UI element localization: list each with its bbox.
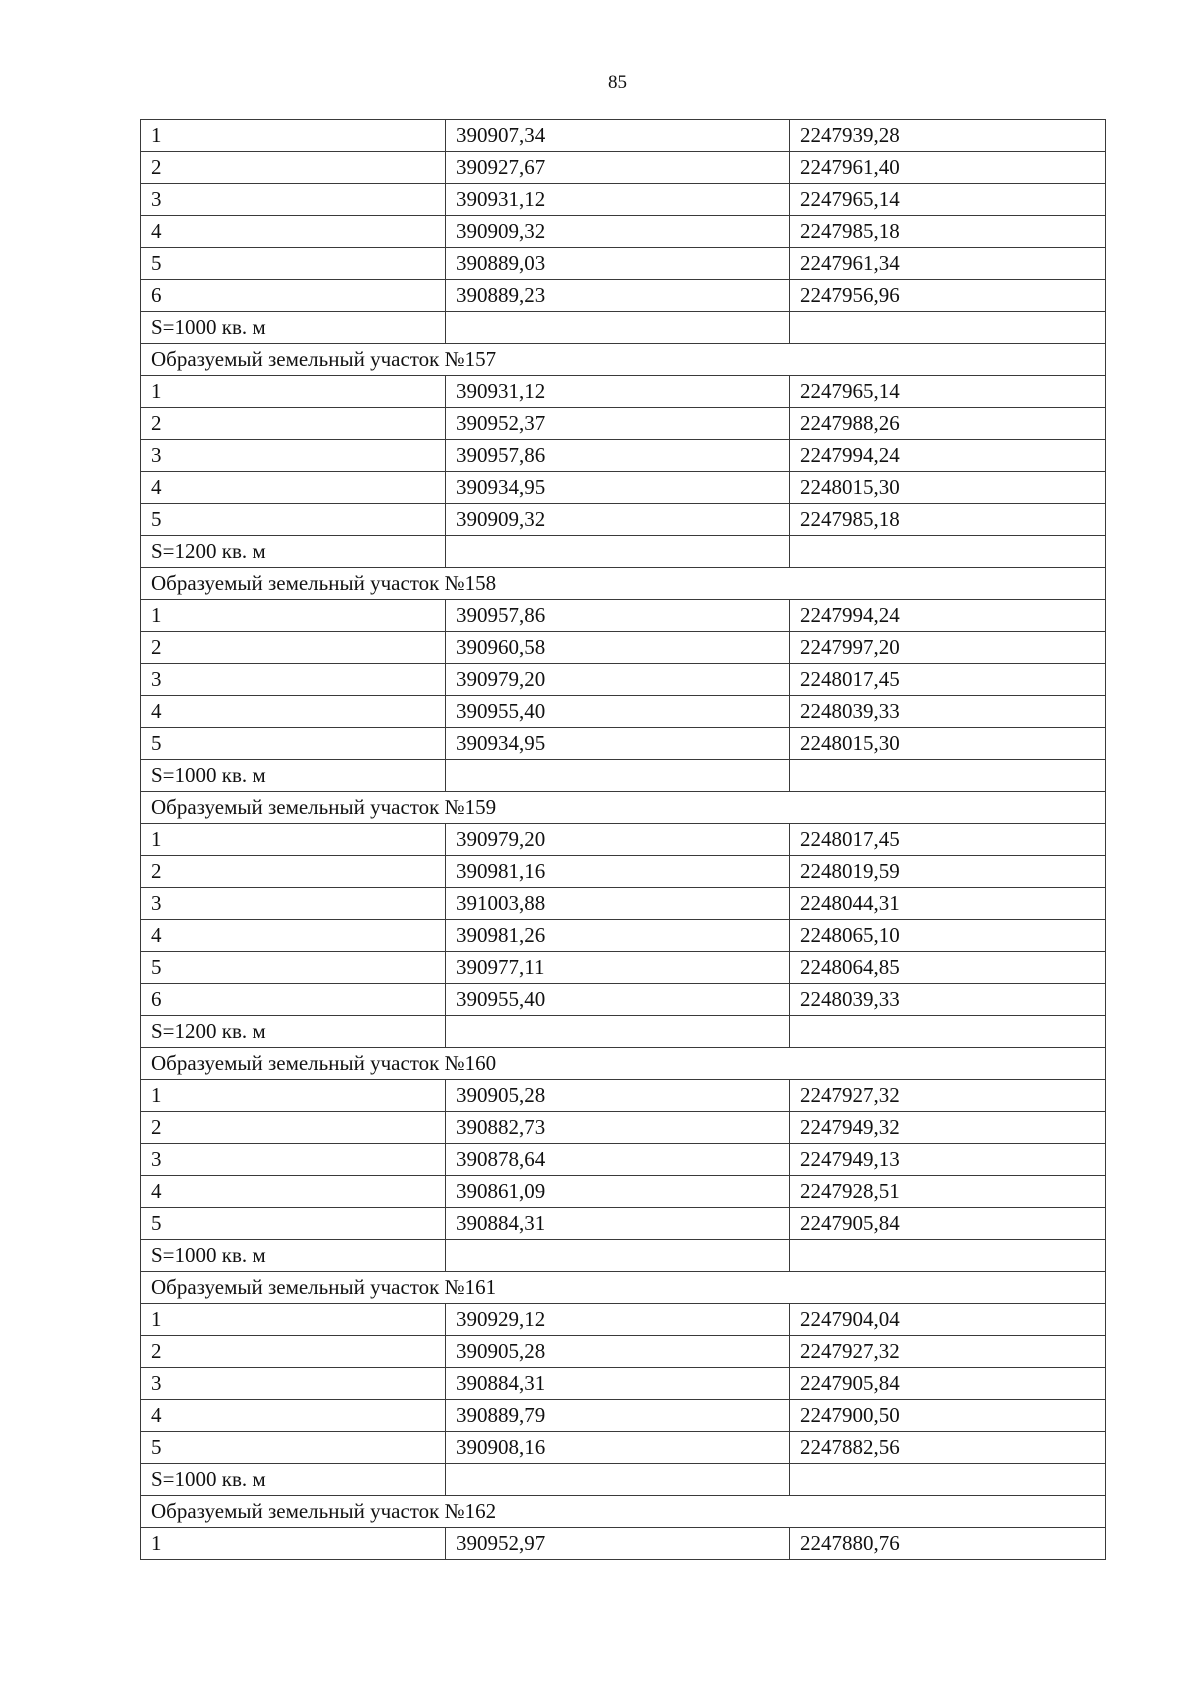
y-coordinate-cell: 2248017,45: [790, 824, 1106, 856]
y-coordinate-cell: 2248015,30: [790, 472, 1106, 504]
point-number-cell: 3: [141, 184, 446, 216]
empty-cell: [446, 760, 790, 792]
point-number-cell: 2: [141, 152, 446, 184]
x-coordinate-cell: 390960,58: [446, 632, 790, 664]
point-number-cell: 1: [141, 1304, 446, 1336]
point-number-cell: 5: [141, 504, 446, 536]
y-coordinate-cell: 2248039,33: [790, 984, 1106, 1016]
x-coordinate-cell: 390952,97: [446, 1528, 790, 1560]
y-coordinate-cell: 2247988,26: [790, 408, 1106, 440]
table-row: [141, 728, 1106, 760]
empty-cell: [790, 1240, 1106, 1272]
area-row: [141, 1016, 1106, 1048]
x-coordinate-cell: 390861,09: [446, 1176, 790, 1208]
x-coordinate-cell: 390934,95: [446, 728, 790, 760]
table-row: [141, 952, 1106, 984]
point-number-cell: 4: [141, 472, 446, 504]
plot-header-cell: Образуемый земельный участок №160: [141, 1048, 1106, 1080]
plot-header-row: [141, 1272, 1106, 1304]
table-row: [141, 920, 1106, 952]
plot-header-cell: Образуемый земельный участок №158: [141, 568, 1106, 600]
x-coordinate-cell: 390955,40: [446, 696, 790, 728]
point-number-cell: 5: [141, 1432, 446, 1464]
x-coordinate-cell: 390908,16: [446, 1432, 790, 1464]
area-row: [141, 536, 1106, 568]
x-coordinate-cell: 390979,20: [446, 664, 790, 696]
empty-cell: [790, 536, 1106, 568]
area-cell: S=1200 кв. м: [141, 1016, 446, 1048]
y-coordinate-cell: 2248039,33: [790, 696, 1106, 728]
point-number-cell: 5: [141, 1208, 446, 1240]
x-coordinate-cell: 390981,26: [446, 920, 790, 952]
table-row: [141, 632, 1106, 664]
x-coordinate-cell: 390934,95: [446, 472, 790, 504]
y-coordinate-cell: 2247965,14: [790, 184, 1106, 216]
table-row: [141, 120, 1106, 152]
table-row: [141, 1080, 1106, 1112]
point-number-cell: 4: [141, 696, 446, 728]
plot-header-cell: Образуемый земельный участок №157: [141, 344, 1106, 376]
point-number-cell: 2: [141, 408, 446, 440]
point-number-cell: 3: [141, 888, 446, 920]
area-cell: S=1000 кв. м: [141, 312, 446, 344]
y-coordinate-cell: 2248044,31: [790, 888, 1106, 920]
empty-cell: [790, 1016, 1106, 1048]
table-row: [141, 1432, 1106, 1464]
point-number-cell: 5: [141, 728, 446, 760]
table-row: [141, 1176, 1106, 1208]
y-coordinate-cell: 2247905,84: [790, 1368, 1106, 1400]
point-number-cell: 2: [141, 856, 446, 888]
y-coordinate-cell: 2247994,24: [790, 600, 1106, 632]
y-coordinate-cell: 2247949,32: [790, 1112, 1106, 1144]
y-coordinate-cell: 2247904,04: [790, 1304, 1106, 1336]
point-number-cell: 6: [141, 280, 446, 312]
area-cell: S=1000 кв. м: [141, 760, 446, 792]
empty-cell: [446, 1240, 790, 1272]
point-number-cell: 1: [141, 1080, 446, 1112]
point-number-cell: 6: [141, 984, 446, 1016]
table-row: [141, 280, 1106, 312]
x-coordinate-cell: 390952,37: [446, 408, 790, 440]
area-row: [141, 760, 1106, 792]
point-number-cell: 4: [141, 1176, 446, 1208]
y-coordinate-cell: 2247961,40: [790, 152, 1106, 184]
y-coordinate-cell: 2247939,28: [790, 120, 1106, 152]
y-coordinate-cell: 2247961,34: [790, 248, 1106, 280]
y-coordinate-cell: 2247949,13: [790, 1144, 1106, 1176]
area-row: [141, 1240, 1106, 1272]
point-number-cell: 4: [141, 920, 446, 952]
point-number-cell: 1: [141, 600, 446, 632]
table-row: [141, 152, 1106, 184]
area-row: [141, 312, 1106, 344]
point-number-cell: 4: [141, 1400, 446, 1432]
x-coordinate-cell: 390909,32: [446, 504, 790, 536]
y-coordinate-cell: 2247927,32: [790, 1336, 1106, 1368]
area-cell: S=1200 кв. м: [141, 536, 446, 568]
point-number-cell: 3: [141, 1144, 446, 1176]
area-cell: S=1000 кв. м: [141, 1240, 446, 1272]
x-coordinate-cell: 390931,12: [446, 376, 790, 408]
table-row: [141, 696, 1106, 728]
y-coordinate-cell: 2247997,20: [790, 632, 1106, 664]
y-coordinate-cell: 2247900,50: [790, 1400, 1106, 1432]
table-row: [141, 1112, 1106, 1144]
table-row: [141, 824, 1106, 856]
table-row: [141, 440, 1106, 472]
plot-header-row: [141, 1496, 1106, 1528]
empty-cell: [446, 312, 790, 344]
point-number-cell: 1: [141, 824, 446, 856]
x-coordinate-cell: 390889,23: [446, 280, 790, 312]
table-row: [141, 1336, 1106, 1368]
plot-header-row: [141, 1048, 1106, 1080]
x-coordinate-cell: 390931,12: [446, 184, 790, 216]
table-row: [141, 216, 1106, 248]
empty-cell: [446, 536, 790, 568]
plot-header-cell: Образуемый земельный участок №161: [141, 1272, 1106, 1304]
x-coordinate-cell: 390907,34: [446, 120, 790, 152]
x-coordinate-cell: 390979,20: [446, 824, 790, 856]
x-coordinate-cell: 390889,79: [446, 1400, 790, 1432]
point-number-cell: 5: [141, 248, 446, 280]
y-coordinate-cell: 2247928,51: [790, 1176, 1106, 1208]
point-number-cell: 2: [141, 1336, 446, 1368]
table-row: [141, 408, 1106, 440]
plot-header-row: [141, 792, 1106, 824]
plot-header-row: [141, 344, 1106, 376]
x-coordinate-cell: 390884,31: [446, 1368, 790, 1400]
empty-cell: [790, 760, 1106, 792]
x-coordinate-cell: 390955,40: [446, 984, 790, 1016]
table-row: [141, 472, 1106, 504]
table-row: [141, 1144, 1106, 1176]
table-row: [141, 1368, 1106, 1400]
y-coordinate-cell: 2247965,14: [790, 376, 1106, 408]
point-number-cell: 2: [141, 632, 446, 664]
y-coordinate-cell: 2247905,84: [790, 1208, 1106, 1240]
x-coordinate-cell: 390977,11: [446, 952, 790, 984]
plot-header-cell: Образуемый земельный участок №162: [141, 1496, 1106, 1528]
area-row: [141, 1464, 1106, 1496]
y-coordinate-cell: 2247985,18: [790, 504, 1106, 536]
x-coordinate-cell: 390909,32: [446, 216, 790, 248]
x-coordinate-cell: 390981,16: [446, 856, 790, 888]
y-coordinate-cell: 2247880,76: [790, 1528, 1106, 1560]
empty-cell: [446, 1016, 790, 1048]
x-coordinate-cell: 390929,12: [446, 1304, 790, 1336]
table-row: [141, 856, 1106, 888]
table-row: [141, 1208, 1106, 1240]
y-coordinate-cell: 2247985,18: [790, 216, 1106, 248]
table-row: [141, 984, 1106, 1016]
x-coordinate-cell: 390882,73: [446, 1112, 790, 1144]
point-number-cell: 2: [141, 1112, 446, 1144]
point-number-cell: 3: [141, 1368, 446, 1400]
y-coordinate-cell: 2248019,59: [790, 856, 1106, 888]
y-coordinate-cell: 2247882,56: [790, 1432, 1106, 1464]
point-number-cell: 3: [141, 440, 446, 472]
y-coordinate-cell: 2248065,10: [790, 920, 1106, 952]
page-number: 85: [608, 72, 627, 93]
table-row: [141, 1304, 1106, 1336]
table-row: [141, 1528, 1106, 1560]
y-coordinate-cell: 2248017,45: [790, 664, 1106, 696]
y-coordinate-cell: 2247956,96: [790, 280, 1106, 312]
table-row: [141, 664, 1106, 696]
point-number-cell: 1: [141, 120, 446, 152]
point-number-cell: 5: [141, 952, 446, 984]
x-coordinate-cell: 390884,31: [446, 1208, 790, 1240]
coordinates-table: [140, 119, 1106, 1560]
area-cell: S=1000 кв. м: [141, 1464, 446, 1496]
x-coordinate-cell: 390889,03: [446, 248, 790, 280]
x-coordinate-cell: 390957,86: [446, 440, 790, 472]
table-row: [141, 504, 1106, 536]
x-coordinate-cell: 390957,86: [446, 600, 790, 632]
table-row: [141, 184, 1106, 216]
point-number-cell: 3: [141, 664, 446, 696]
point-number-cell: 1: [141, 376, 446, 408]
point-number-cell: 1: [141, 1528, 446, 1560]
table-row: [141, 248, 1106, 280]
plot-header-cell: Образуемый земельный участок №159: [141, 792, 1106, 824]
table-row: [141, 1400, 1106, 1432]
table-row: [141, 888, 1106, 920]
x-coordinate-cell: 390927,67: [446, 152, 790, 184]
y-coordinate-cell: 2247927,32: [790, 1080, 1106, 1112]
x-coordinate-cell: 390878,64: [446, 1144, 790, 1176]
y-coordinate-cell: 2247994,24: [790, 440, 1106, 472]
plot-header-row: [141, 568, 1106, 600]
coordinates-table-body: [141, 120, 1106, 1560]
table-row: [141, 600, 1106, 632]
x-coordinate-cell: 391003,88: [446, 888, 790, 920]
empty-cell: [790, 1464, 1106, 1496]
y-coordinate-cell: 2248064,85: [790, 952, 1106, 984]
point-number-cell: 4: [141, 216, 446, 248]
empty-cell: [790, 312, 1106, 344]
empty-cell: [446, 1464, 790, 1496]
x-coordinate-cell: 390905,28: [446, 1336, 790, 1368]
x-coordinate-cell: 390905,28: [446, 1080, 790, 1112]
table-row: [141, 376, 1106, 408]
y-coordinate-cell: 2248015,30: [790, 728, 1106, 760]
